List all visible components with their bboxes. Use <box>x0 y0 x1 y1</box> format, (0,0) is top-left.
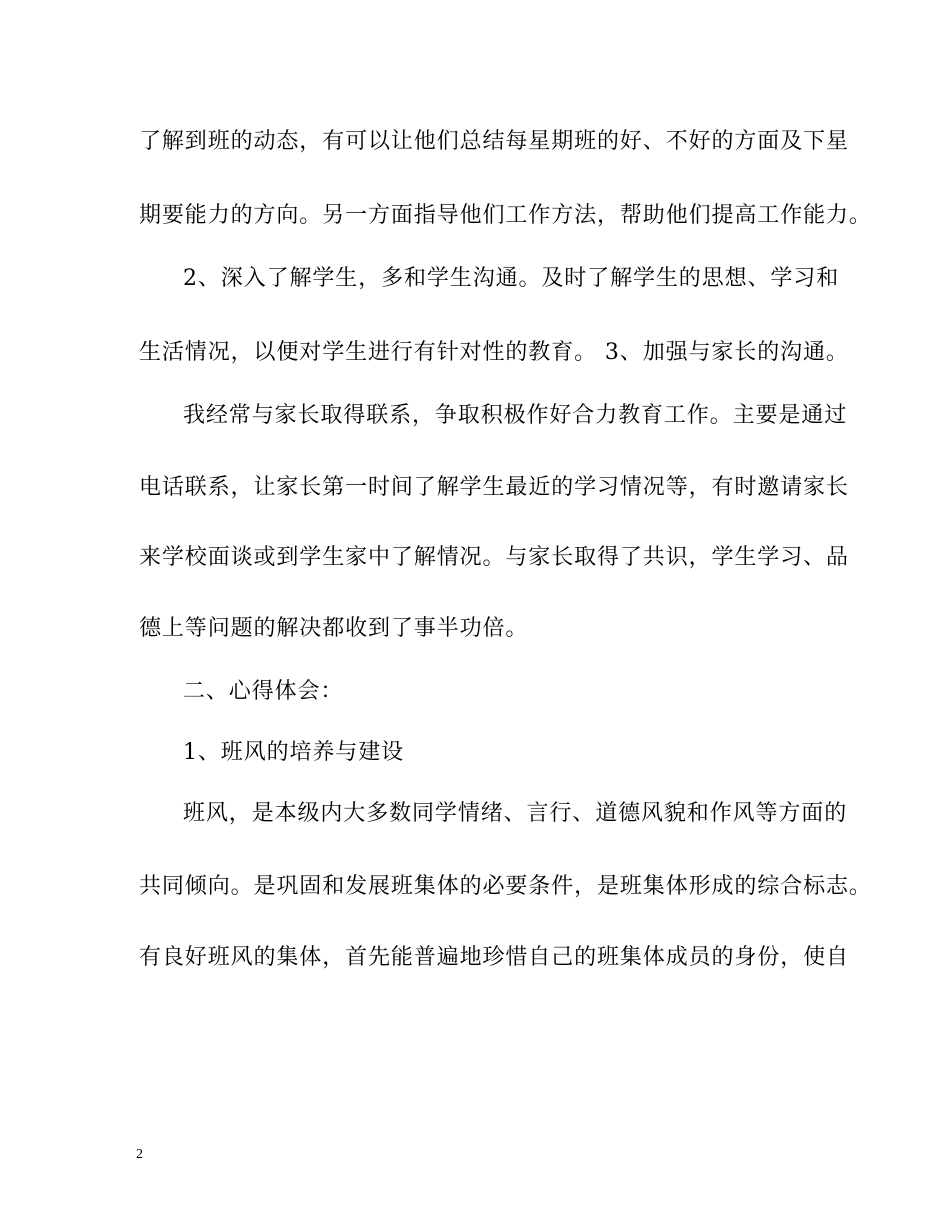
text-line: 德上等问题的解决都收到了事半功倍。 <box>139 616 529 641</box>
page-number: 2 <box>136 1147 143 1162</box>
text-line: 了解到班的动态，有可以让他们总结每星期班的好、不好的方面及下星 <box>139 129 849 154</box>
text-line: 班风，是本级内大多数同学情绪、言行、道德风貌和作风等方面的 <box>183 801 848 826</box>
text-line: 期要能力的方向。另一方面指导他们工作方法，帮助他们提高工作能力。 <box>139 203 872 228</box>
text-line: 2、深入了解学生，多和学生沟通。及时了解学生的思想、学习和 <box>183 266 840 291</box>
text-line: 有良好班风的集体，首先能普遍地珍惜自己的班集体成员的身份，使自 <box>139 945 849 970</box>
text-line: 电话联系，让家长第一时间了解学生最近的学习情况等，有时邀请家长 <box>139 475 849 500</box>
text-line: 生活情况，以便对学生进行有针对性的教育。 3、加强与家长的沟通。 <box>139 340 849 365</box>
text-line: 共同倾向。是巩固和发展班集体的必要条件，是班集体形成的综合标志。 <box>139 874 872 899</box>
text-line: 来学校面谈或到学生家中了解情况。与家长取得了共识，学生学习、品 <box>139 545 849 570</box>
subsection-heading: 1、班风的培养与建设 <box>183 740 404 765</box>
text-line: 我经常与家长取得联系，争取积极作好合力教育工作。主要是通过 <box>183 403 848 428</box>
section-heading: 二、心得体会： <box>183 679 344 704</box>
